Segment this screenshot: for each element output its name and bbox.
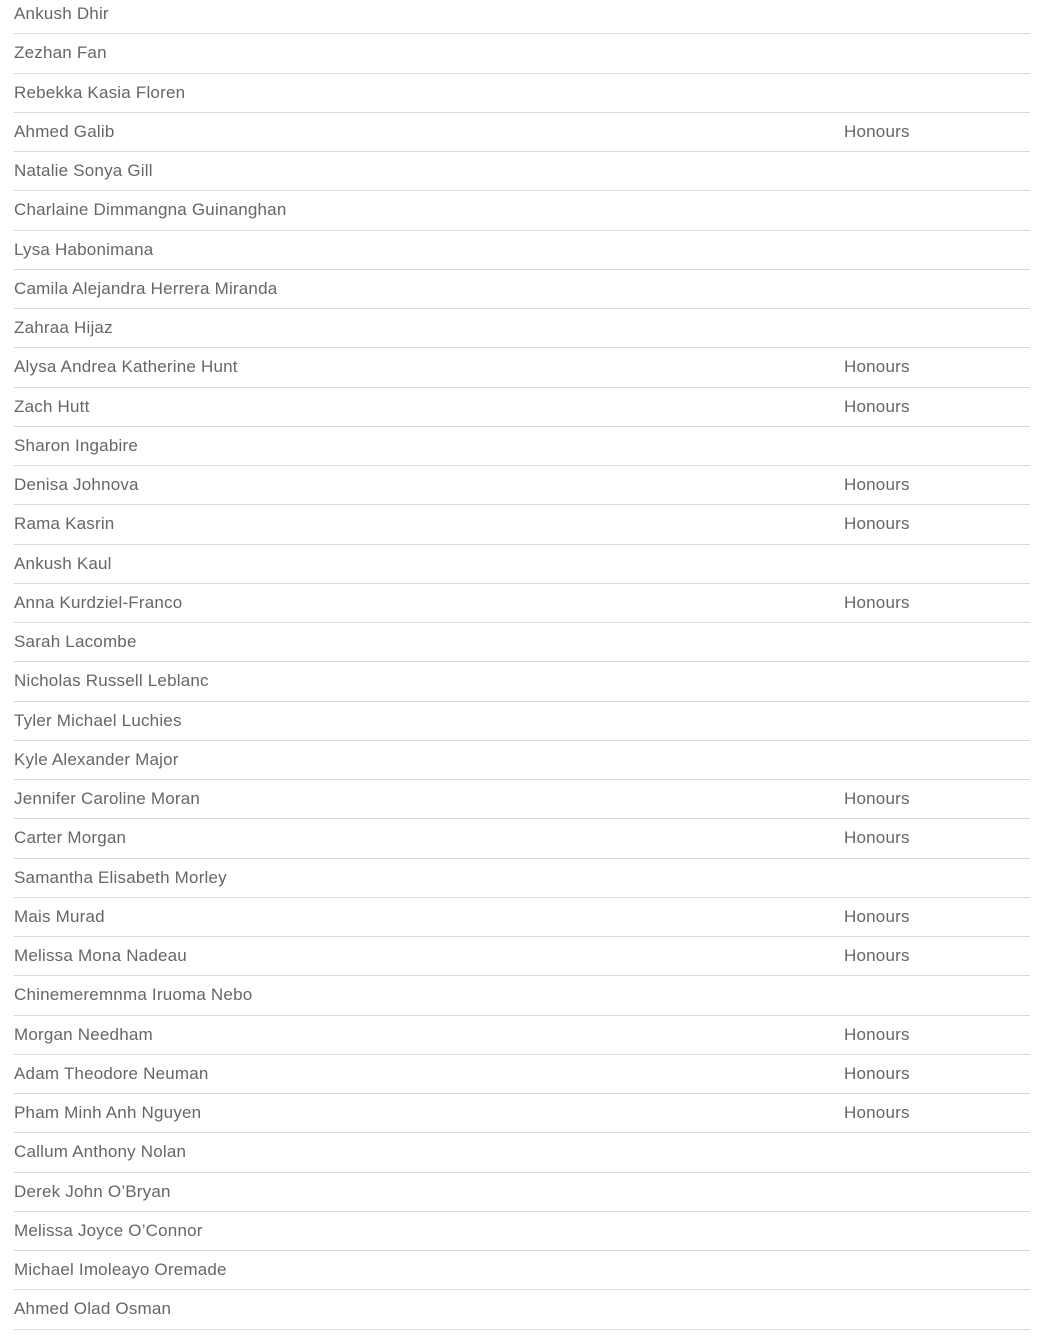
graduate-name: Zach Hutt xyxy=(14,396,90,416)
graduate-row xyxy=(14,388,1030,427)
graduate-row xyxy=(14,348,1030,387)
honours-label: Honours xyxy=(844,357,910,377)
graduate-row xyxy=(14,741,1030,780)
honours-label: Honours xyxy=(844,475,910,495)
graduate-row xyxy=(14,976,1030,1015)
honours-label: Honours xyxy=(844,1024,910,1044)
graduate-row xyxy=(14,1212,1030,1251)
graduate-name: Pham Minh Anh Nguyen xyxy=(14,1103,202,1123)
graduate-name: Michael Imoleayo Oremade xyxy=(14,1260,227,1280)
graduate-name: Zahraa Hijaz xyxy=(14,318,113,338)
graduate-row xyxy=(14,662,1030,701)
graduate-row xyxy=(14,191,1030,230)
graduate-name: Denisa Johnova xyxy=(14,475,139,495)
graduate-name: Chinemeremnma Iruoma Nebo xyxy=(14,985,253,1005)
graduate-name: Camila Alejandra Herrera Miranda xyxy=(14,278,278,298)
graduate-row xyxy=(14,34,1030,73)
graduate-name: Melissa Mona Nadeau xyxy=(14,946,187,966)
graduate-row xyxy=(14,780,1030,819)
graduate-row xyxy=(14,152,1030,191)
honours-label: Honours xyxy=(844,828,910,848)
honours-label: Honours xyxy=(844,1103,910,1123)
graduate-name: Mais Murad xyxy=(14,906,105,926)
graduate-row xyxy=(14,898,1030,937)
graduate-name: Ankush Dhir xyxy=(14,4,109,24)
graduate-row xyxy=(14,545,1030,584)
graduate-row xyxy=(14,0,1030,34)
graduate-name: Kyle Alexander Major xyxy=(14,749,179,769)
graduate-row xyxy=(14,584,1030,623)
graduate-name: Derek John O’Bryan xyxy=(14,1181,171,1201)
graduate-name: Alysa Andrea Katherine Hunt xyxy=(14,357,238,377)
graduate-name: Anna Kurdziel-Franco xyxy=(14,592,183,612)
graduate-row xyxy=(14,505,1030,544)
graduate-row xyxy=(14,427,1030,466)
graduate-name: Jennifer Caroline Moran xyxy=(14,789,201,809)
graduate-row xyxy=(14,74,1030,113)
graduate-row xyxy=(14,623,1030,662)
graduate-row xyxy=(14,937,1030,976)
graduate-row xyxy=(14,1133,1030,1172)
graduate-row xyxy=(14,819,1030,858)
honours-label: Honours xyxy=(844,592,910,612)
graduate-name: Lysa Habonimana xyxy=(14,239,154,259)
graduate-row xyxy=(14,466,1030,505)
honours-label: Honours xyxy=(844,396,910,416)
graduate-name: Ankush Kaul xyxy=(14,553,112,573)
graduate-name: Samantha Elisabeth Morley xyxy=(14,867,227,887)
graduate-row xyxy=(14,113,1030,152)
graduate-row xyxy=(14,1016,1030,1055)
graduate-row xyxy=(14,231,1030,270)
graduate-name: Sharon Ingabire xyxy=(14,435,138,455)
honours-label: Honours xyxy=(844,514,910,534)
graduate-row xyxy=(14,1251,1030,1290)
graduate-name: Adam Theodore Neuman xyxy=(14,1063,209,1083)
graduate-name: Charlaine Dimmangna Guinanghan xyxy=(14,200,287,220)
graduate-row xyxy=(14,309,1030,348)
graduate-name: Callum Anthony Nolan xyxy=(14,1142,187,1162)
graduate-name: Zezhan Fan xyxy=(14,43,107,63)
honours-label: Honours xyxy=(844,906,910,926)
graduate-row xyxy=(14,1290,1030,1329)
honours-label: Honours xyxy=(844,789,910,809)
graduate-row xyxy=(14,1094,1030,1133)
honours-label: Honours xyxy=(844,946,910,966)
honours-label: Honours xyxy=(844,121,910,141)
graduate-list xyxy=(14,0,1030,1330)
graduate-name: Natalie Sonya Gill xyxy=(14,161,153,181)
graduate-row xyxy=(14,859,1030,898)
graduate-name: Sarah Lacombe xyxy=(14,632,137,652)
graduate-name: Ahmed Olad Osman xyxy=(14,1299,172,1319)
graduate-name: Ahmed Galib xyxy=(14,121,115,141)
graduate-name: Morgan Needham xyxy=(14,1024,153,1044)
graduate-row xyxy=(14,1055,1030,1094)
graduate-name: Melissa Joyce O’Connor xyxy=(14,1220,203,1240)
graduate-row xyxy=(14,270,1030,309)
graduate-row xyxy=(14,1173,1030,1212)
honours-label: Honours xyxy=(844,1063,910,1083)
graduate-name: Tyler Michael Luchies xyxy=(14,710,182,730)
graduate-name: Nicholas Russell Leblanc xyxy=(14,671,209,691)
graduate-name: Rama Kasrin xyxy=(14,514,115,534)
graduate-row xyxy=(14,702,1030,741)
graduate-name: Rebekka Kasia Floren xyxy=(14,82,186,102)
graduate-name: Carter Morgan xyxy=(14,828,127,848)
